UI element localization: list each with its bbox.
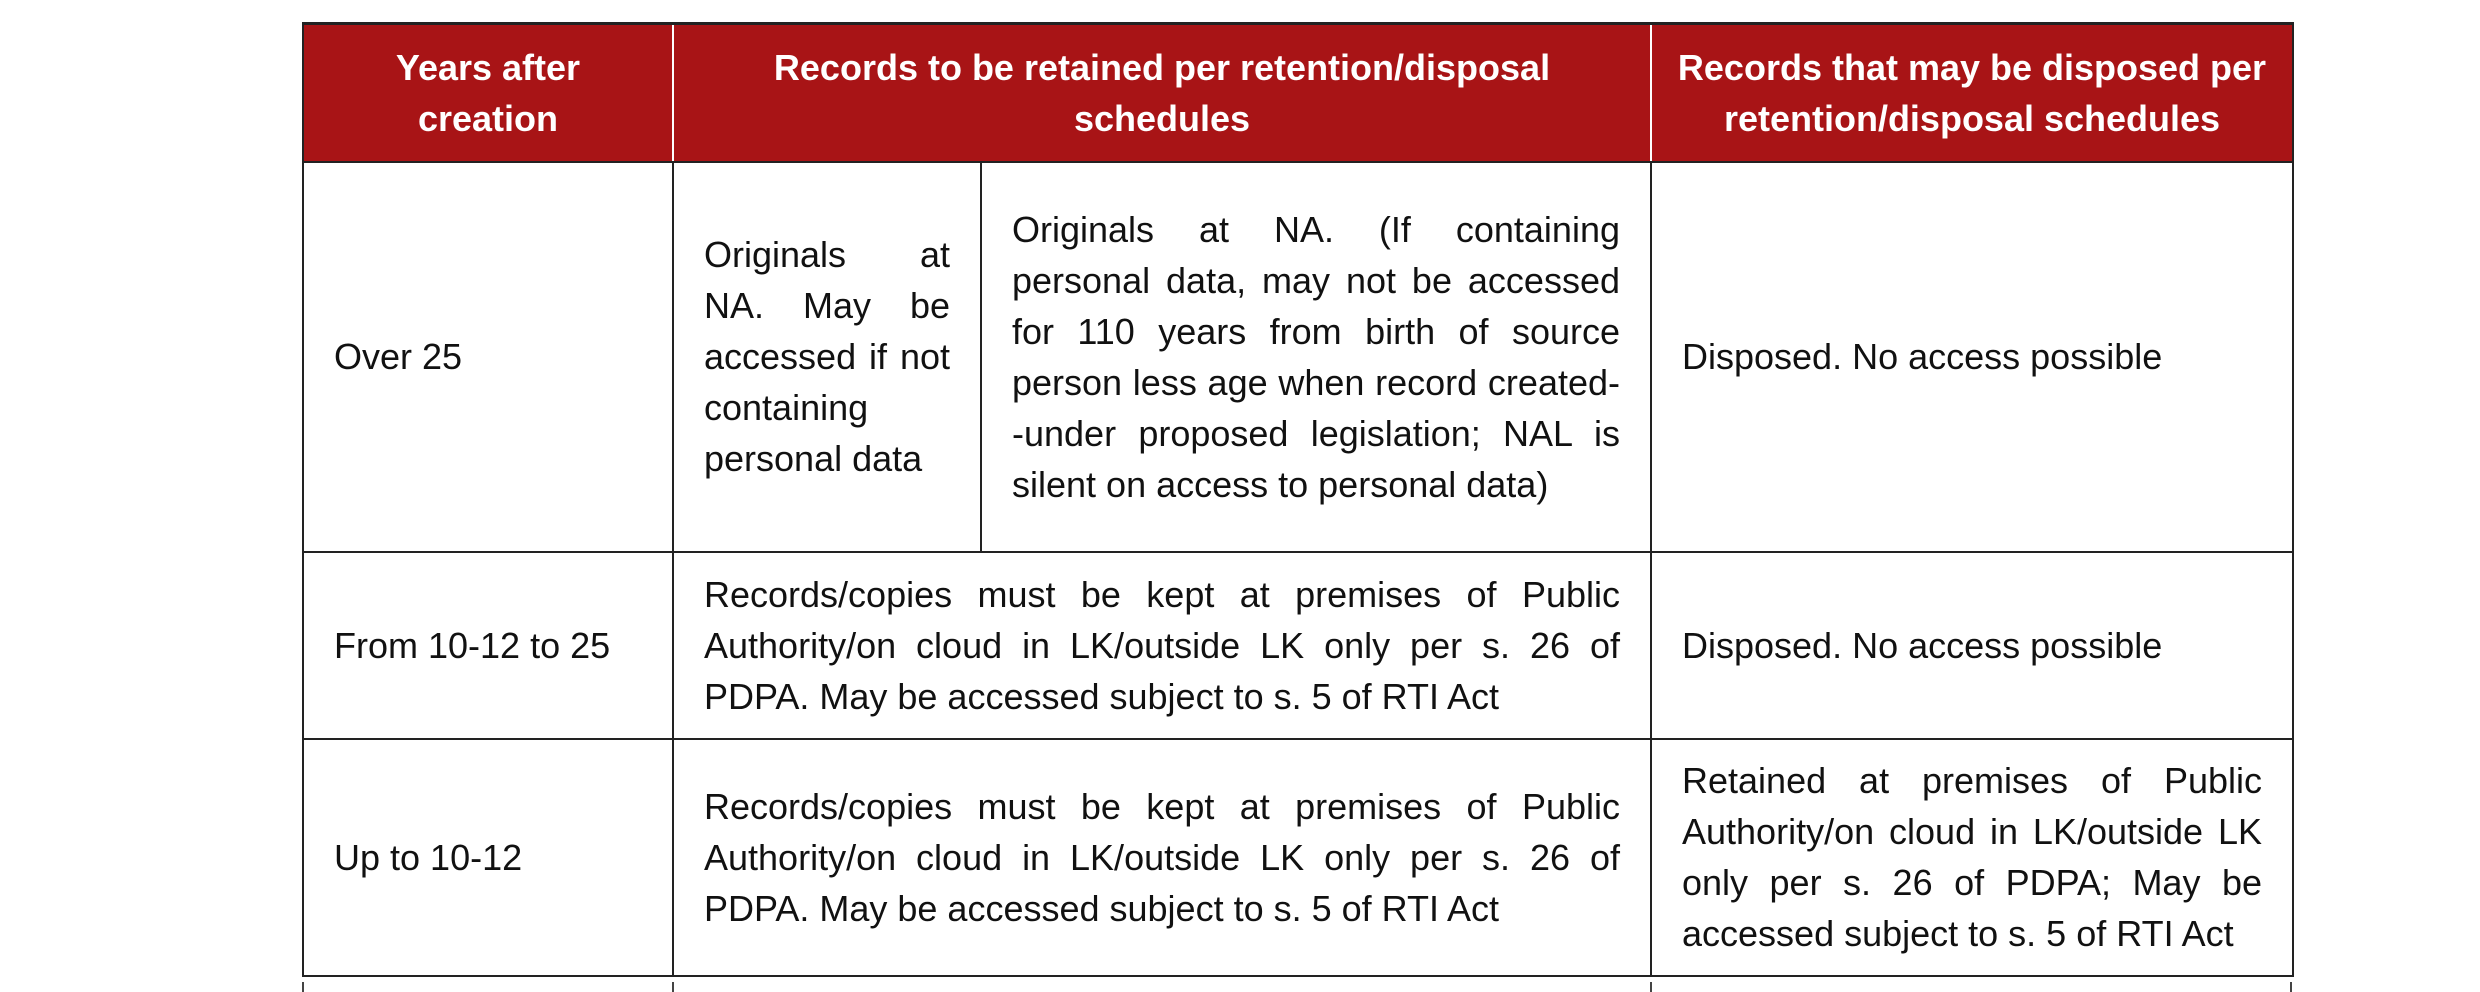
years-cell: From 10-12 to 25 xyxy=(303,552,673,739)
column-divider-stub xyxy=(2290,982,2292,992)
disposed-cell: Disposed. No access possible xyxy=(1651,162,2293,552)
retained-cell-no-personal-data: Originals at NA. May be accessed if not containing personal data xyxy=(673,162,981,552)
header-records-disposed: Records that may be disposed per retention/disposal schedules xyxy=(1651,24,2293,162)
retention-table xyxy=(302,22,2294,977)
column-divider-stub xyxy=(1650,982,1652,992)
years-cell: Over 25 xyxy=(303,162,673,552)
column-divider-stub xyxy=(672,982,674,992)
table-row xyxy=(303,739,2293,976)
table-header-row xyxy=(303,24,2293,162)
table-row xyxy=(303,552,2293,739)
header-years-after-creation: Years after creation xyxy=(303,24,673,162)
years-cell: Up to 10-12 xyxy=(303,739,673,976)
retained-cell: Records/copies must be kept at premises of Public Authority/on cloud in LK/outside LK only per s. 26 of PDPA. May be accessed subject to s. 5 of RTI Act xyxy=(673,739,1651,976)
header-records-retained: Records to be retained per retention/disposal schedules xyxy=(673,24,1651,162)
retained-cell-personal-data: Originals at NA. (If containing personal data, may not be accessed for 110 years from birth of source person less age when record created--under proposed legislation; NAL is silent on access to personal data) xyxy=(981,162,1651,552)
disposed-cell: Disposed. No access possible xyxy=(1651,552,2293,739)
table-row xyxy=(303,162,2293,552)
column-divider-stub xyxy=(302,982,304,992)
retained-cell: Records/copies must be kept at premises of Public Authority/on cloud in LK/outside LK only per s. 26 of PDPA. May be accessed subject to s. 5 of RTI Act xyxy=(673,552,1651,739)
disposed-cell: Retained at premises of Public Authority/on cloud in LK/outside LK only per s. 26 of PDPA; May be accessed subject to s. 5 of RTI Act xyxy=(1651,739,2293,976)
